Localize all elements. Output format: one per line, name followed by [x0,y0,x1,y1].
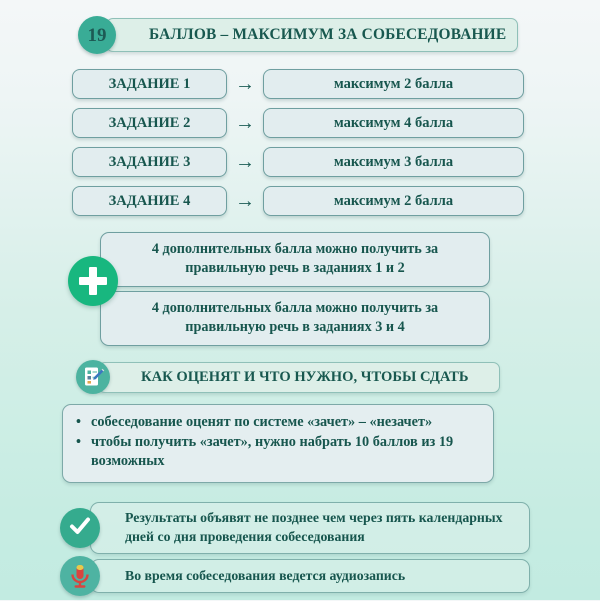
bonus-note: 4 дополнительных балла можно получить за правильную речь в заданиях 3 и 4 [100,291,490,346]
task-row [72,147,524,177]
score-badge-value: 19 [87,24,107,46]
arrow-right-icon: → [235,112,255,134]
task-row [72,186,524,216]
note-text: Во время собеседования ведется аудиозапись [90,559,530,594]
plus-icon [68,256,118,306]
task-label: ЗАДАНИЕ 4 [72,186,227,216]
task-value: максимум 3 балла [263,147,524,177]
microphone-icon [60,556,100,596]
arrow-right-icon: → [235,190,255,212]
task-row [72,69,524,99]
note-row [60,556,530,596]
task-label: ЗАДАНИЕ 3 [72,147,227,177]
check-circle-icon [60,508,100,548]
document-pencil-icon [76,360,110,394]
task-value: максимум 2 балла [263,69,524,99]
score-badge-icon [78,16,116,54]
bonus-note: 4 дополнительных балла можно получить за правильную речь в заданиях 1 и 2 [100,232,490,287]
grading-title: КАК ОЦЕНЯТ И ЧТО НУЖНО, ЧТОБЫ СДАТЬ [141,369,469,385]
list-item: • чтобы получить «зачет», нужно набрать 10 баллов из 19 возможных [89,433,483,472]
task-label: ЗАДАНИЕ 1 [72,69,227,99]
page-title: БАЛЛОВ – МАКСИМУМ ЗА СОБЕСЕДОВАНИЕ [149,26,507,43]
task-row [72,108,524,138]
grading-header-bar [98,362,500,393]
arrow-right-icon: → [235,73,255,95]
list-item: • собеседование оценят по системе «зачет» – «незачет» [89,413,483,433]
grading-bullets-box [62,404,494,483]
grading-header-section [76,360,500,394]
header-section [78,16,518,54]
arrow-right-icon: → [235,151,255,173]
task-value: максимум 4 балла [263,108,524,138]
task-value: максимум 2 балла [263,186,524,216]
task-label: ЗАДАНИЕ 2 [72,108,227,138]
grading-bullet-list [73,413,483,472]
header-bar [106,18,518,52]
note-row [60,502,530,554]
note-text: Результаты объявят не позднее чем через пять календарных дней со дня проведения собеседования [90,502,530,554]
